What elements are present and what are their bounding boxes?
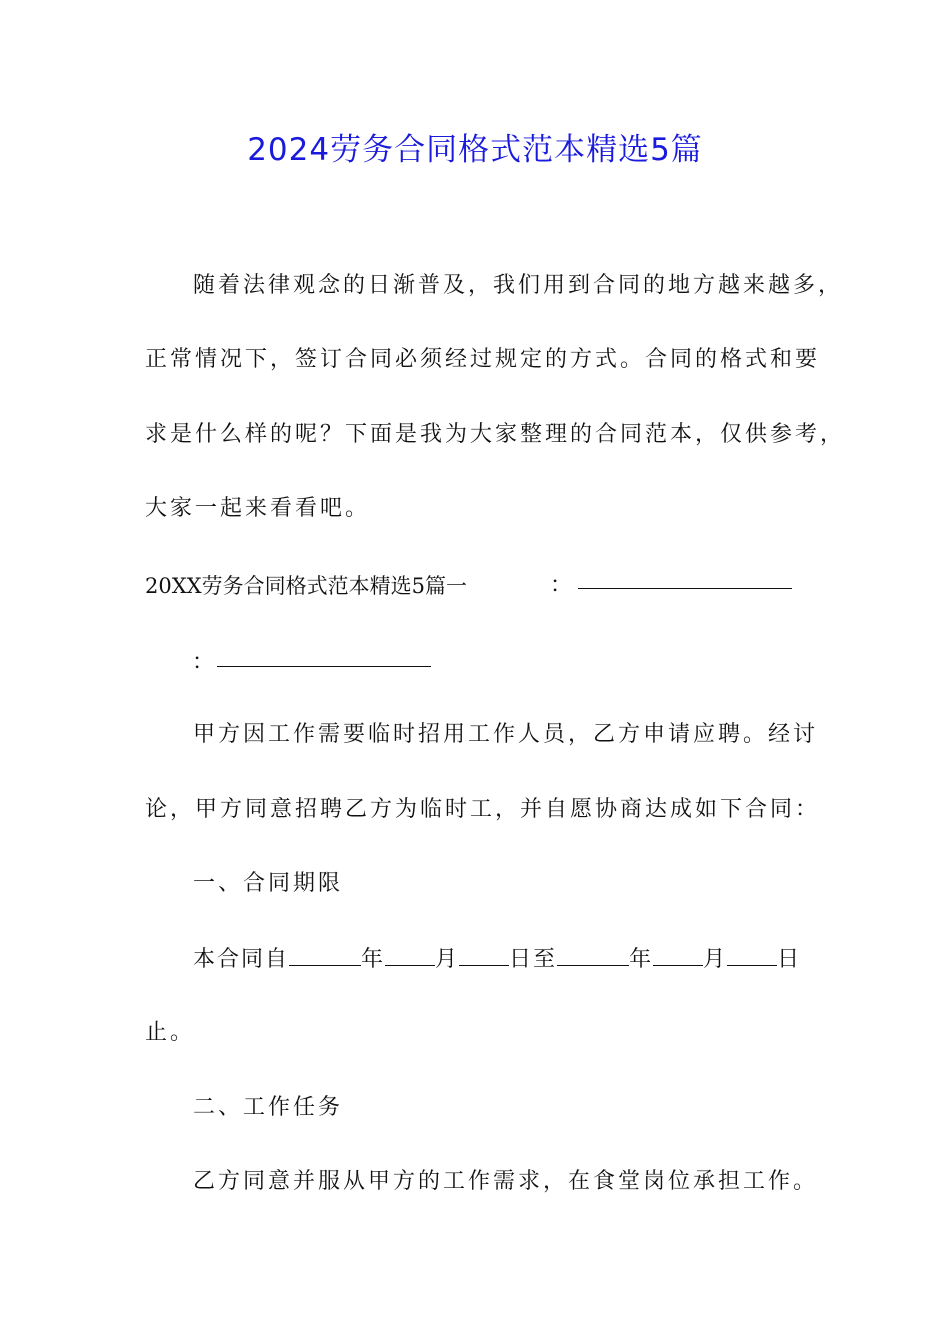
party-b-colon: ： [192, 650, 218, 675]
para1-line-1: 甲方因工作需要临时招用工作人员，乙方申请应聘。经讨 [193, 722, 819, 747]
start-day-blank [459, 943, 509, 966]
clause1-heading: 一、合同期限 [193, 871, 344, 896]
start-year-blank [289, 943, 361, 966]
intro-line-3: 求是什么样的呢？下面是我为大家整理的合同范本，仅供参考， [145, 422, 846, 447]
para1-line-2: 论，甲方同意招聘乙方为临时工，并自愿协商达成如下合同： [145, 797, 821, 822]
section-heading: 20XX劳务合同格式范本精选5篇一 [145, 574, 467, 598]
document-title: 2024劳务合同格式范本精选5篇 [247, 132, 703, 168]
clause1-part-month2: 月 [703, 947, 728, 972]
clause1-part-day2: 日 [777, 947, 802, 972]
intro-line-2: 正常情况下，签订合同必须经过规定的方式。合同的格式和要 [145, 347, 821, 372]
clause1-end: 止。 [145, 1020, 196, 1045]
party-a-blank [578, 566, 792, 589]
clause1-date-line [193, 943, 801, 976]
end-month-blank [653, 943, 703, 966]
intro-line-1: 随着法律观念的日渐普及，我们用到合同的地方越来越多， [193, 273, 844, 298]
party-a-colon: ： [550, 573, 576, 598]
start-month-blank [385, 943, 435, 966]
end-day-blank [727, 943, 777, 966]
clause1-part-from: 本合同自 [193, 947, 290, 972]
clause2-heading: 二、工作任务 [193, 1095, 344, 1120]
clause2-text: 乙方同意并服从甲方的工作需求，在食堂岗位承担工作。 [193, 1169, 819, 1194]
clause1-part-year1: 年 [361, 947, 386, 972]
party-b-blank [217, 644, 431, 667]
intro-line-4: 大家一起来看看吧。 [145, 496, 371, 521]
clause1-part-month1: 月 [435, 947, 460, 972]
end-year-blank [557, 943, 629, 966]
clause1-part-year2: 年 [629, 947, 654, 972]
clause1-part-to: 日至 [509, 947, 558, 972]
